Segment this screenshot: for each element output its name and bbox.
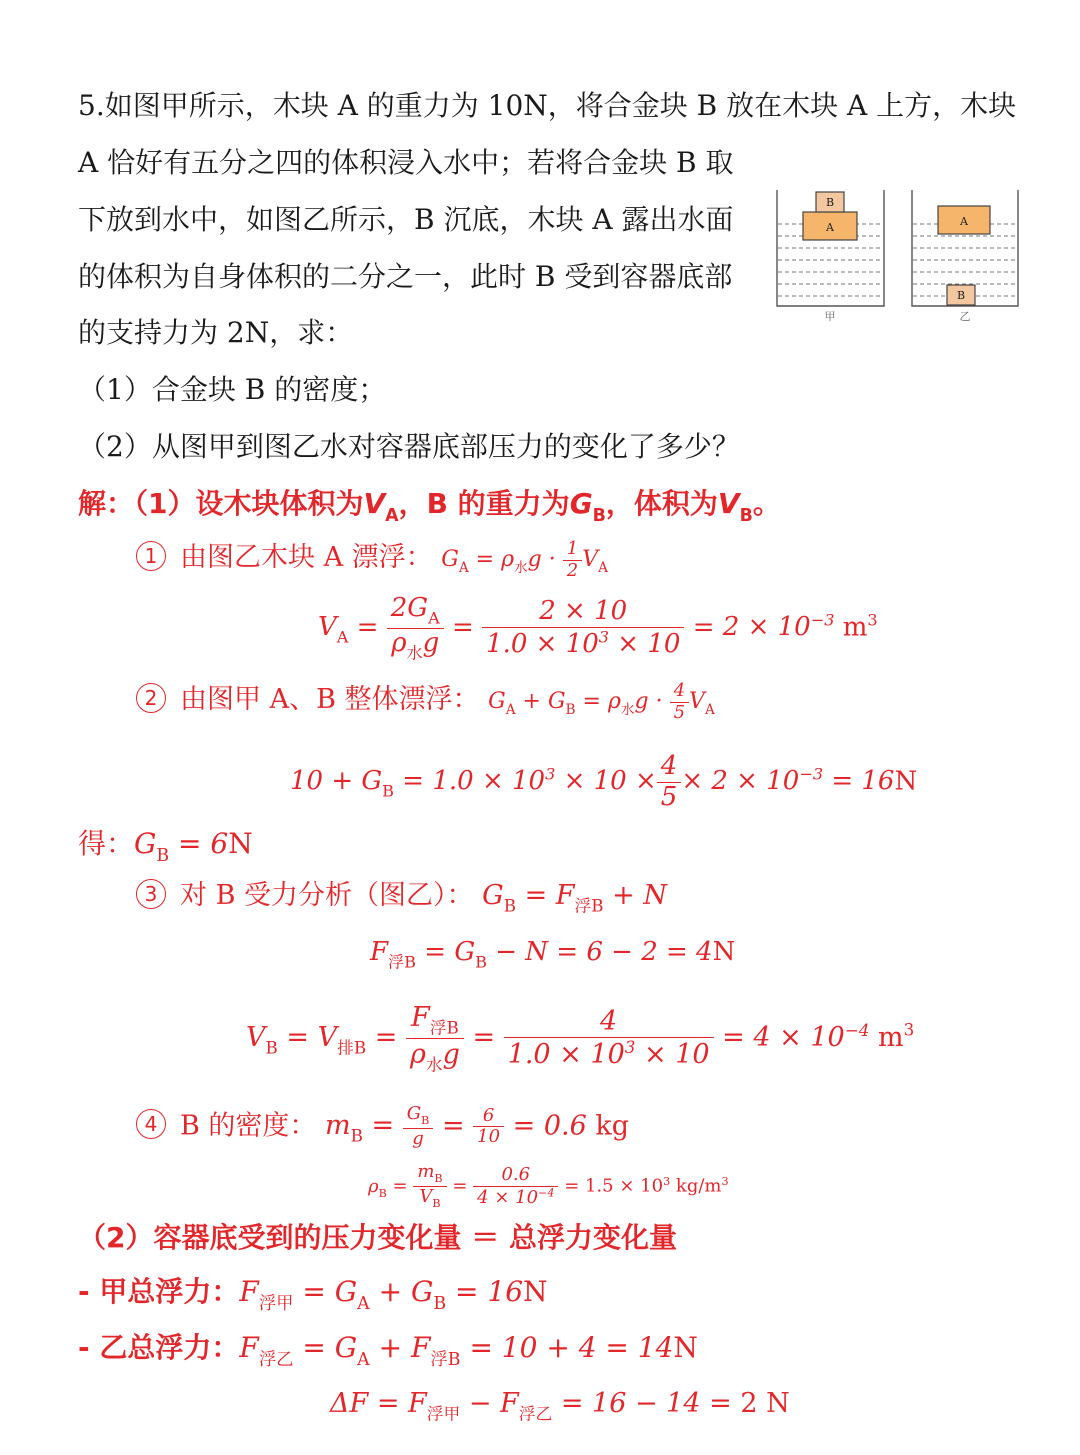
step-4: 4 B 的密度： $m_B$ = $\frac{G_B}{g}$ = $\frac{6}{10}$ = 0.6 kg: [136, 1104, 629, 1156]
delta-f-equation: $\Delta F = F_{浮甲} - F_{浮乙} = 16 - 14 = 2$ N: [330, 1388, 790, 1424]
label-yi: 乙: [959, 310, 971, 323]
part2-title: （2）容器底受到的压力变化量 ＝ 总浮力变化量: [78, 1221, 677, 1254]
question-2: （2）从图甲到图乙水对容器底部压力的变化了多少？: [78, 430, 740, 463]
block-b-label-yi: B: [956, 289, 966, 302]
problem-line-5: 的支持力为 2N，求：: [78, 316, 354, 349]
step-1: 1 由图乙木块 A 漂浮： $G_A = \rho_水g$ · $\frac{1}{2}$ $V_A$: [136, 538, 608, 588]
problem-line-3: 下放到水中，如图乙所示，B 沉底，木块 A 露出水面: [78, 203, 734, 236]
container-jia: [777, 190, 884, 323]
problem-line-4: 的体积为自身体积的二分之一，此时 B 受到容器底部: [78, 260, 733, 293]
step-3: 3 对 B 受力分析（图乙）： $G_B = F_{浮B} + N$: [136, 876, 667, 926]
block-a-label-yi: A: [960, 215, 968, 228]
float-jia-line: - 甲总浮力：$F_{浮甲} = G_A + G_B = 16N$: [78, 1275, 548, 1314]
label-jia: 甲: [824, 310, 836, 323]
step-3-number: 3: [136, 879, 166, 909]
step-2-number: 2: [136, 683, 166, 713]
result-gb: 得：$G_B = 6N$: [78, 827, 253, 866]
equation-float-b: $F_{浮B} = G_B - N = 6 - 2 = 4N$: [370, 937, 736, 972]
solution-intro: 解：（1）设木块体积为$V_A$，B 的重力为$G_B$，体积为$V_B$。: [78, 487, 781, 526]
question-1: （1）合金块 B 的密度；: [78, 373, 387, 406]
equation-gb-calc: $10 + G_B = 1.0 \times 10^3 \times 10$ × $\frac{4}{5}$ × $2 \times 10^{-3} = 16N$: [290, 751, 918, 812]
step-1-number: 1: [136, 541, 166, 571]
block-a-label-jia: A: [826, 221, 834, 234]
block-b-label-jia: B: [825, 196, 835, 209]
step-2: 2 由图甲 A、B 整体漂浮： $G_A + G_B = \rho_水g$ · $\frac{4}{5}$ $V_A$: [136, 680, 715, 730]
equation-va: $V_A$ = $\frac{2G_A}{\rho_水g}$ = $\frac{2 \times 10}{1.0 \times 10^3 \times 10}$ = $2 \times 10^{-3}$ $m^3$: [318, 593, 878, 663]
problem-line-1: 5.如图甲所示，木块 A 的重力为 10N，将合金块 B 放在木块 A 上方，木块: [78, 89, 1017, 122]
step-4-number: 4: [136, 1109, 166, 1139]
equation-vb: $V_B = V_{排B}$ = $\frac{F_{浮B}}{\rho_水g}$ = $\frac{4}{1.0 \times 10^3 \times 10}$ = $4 \times 10^{-4}$ $m^3$: [246, 1002, 915, 1075]
float-yi-line: - 乙总浮力：$F_{浮乙} = G_A + F_{浮B} = 10 + 4 = 14N$: [78, 1331, 698, 1370]
container-yi: [912, 190, 1018, 323]
containers-figure: [774, 186, 1024, 326]
problem-line-2: A 恰好有五分之四的体积浸入水中；若将合金块 B 取: [78, 146, 734, 179]
equation-density-b: $\rho_B$ = $\frac{m_B}{V_B}$ = $\frac{0.6}{4 \times 10^{-4}}$ = $1.5 \times 10^3$ $kg/m^3$: [368, 1161, 729, 1211]
